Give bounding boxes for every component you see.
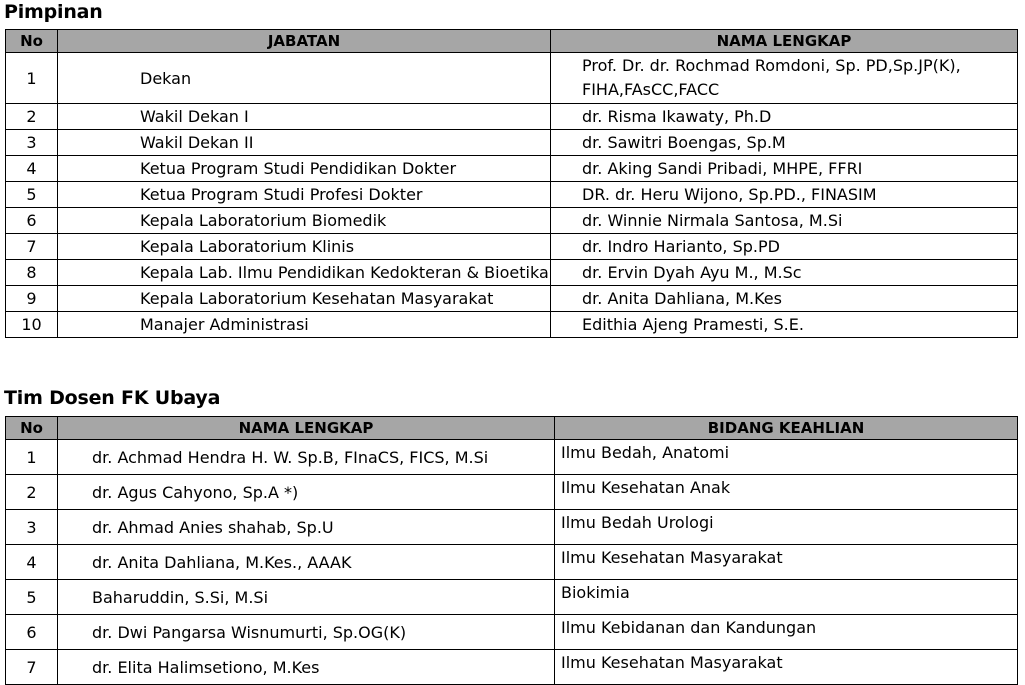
row-number: 1: [6, 440, 58, 475]
col-header-bidang: BIDANG KEAHLIAN: [555, 417, 1018, 440]
bidang-cell: Biokimia: [555, 580, 1018, 615]
table-row: [6, 104, 1018, 130]
nama-cell: DR. dr. Heru Wijono, Sp.PD., FINASIM: [551, 182, 1018, 208]
pimpinan-table: [5, 29, 1018, 338]
jabatan-cell: Wakil Dekan I: [58, 104, 551, 130]
table-row: [6, 208, 1018, 234]
nama-cell: dr. Risma Ikawaty, Ph.D: [551, 104, 1018, 130]
bidang-cell: Ilmu Bedah Urologi: [555, 510, 1018, 545]
nama-cell: dr. Achmad Hendra H. W. Sp.B, FInaCS, FICS, M.Si: [58, 440, 555, 475]
jabatan-cell: Dekan: [58, 53, 551, 104]
table-row: [6, 130, 1018, 156]
jabatan-cell: Kepala Laboratorium Biomedik: [58, 208, 551, 234]
bidang-cell: Ilmu Bedah, Anatomi: [555, 440, 1018, 475]
bidang-cell: Ilmu Kesehatan Masyarakat: [555, 650, 1018, 685]
row-number: 7: [6, 234, 58, 260]
nama-cell: dr. Anita Dahliana, M.Kes., AAAK: [58, 545, 555, 580]
jabatan-cell: Kepala Laboratorium Kesehatan Masyarakat: [58, 286, 551, 312]
jabatan-cell: Kepala Laboratorium Klinis: [58, 234, 551, 260]
pimpinan-header-row: [6, 30, 1018, 53]
nama-cell: dr. Winnie Nirmala Santosa, M.Si: [551, 208, 1018, 234]
col-header-nama: NAMA LENGKAP: [58, 417, 555, 440]
row-number: 5: [6, 580, 58, 615]
nama-cell: Baharuddin, S.Si, M.Si: [58, 580, 555, 615]
col-header-jabatan: JABATAN: [58, 30, 551, 53]
col-header-nama: NAMA LENGKAP: [551, 30, 1018, 53]
tim-dosen-table: [5, 416, 1018, 685]
row-number: 6: [6, 615, 58, 650]
jabatan-cell: Manajer Administrasi: [58, 312, 551, 338]
row-number: 4: [6, 156, 58, 182]
pimpinan-title: Pimpinan: [4, 1, 103, 23]
table-row: [6, 234, 1018, 260]
nama-cell: dr. Anita Dahliana, M.Kes: [551, 286, 1018, 312]
row-number: 2: [6, 104, 58, 130]
jabatan-cell: Ketua Program Studi Profesi Dokter: [58, 182, 551, 208]
table-row: [6, 615, 1018, 650]
jabatan-cell: Ketua Program Studi Pendidikan Dokter: [58, 156, 551, 182]
table-row: [6, 650, 1018, 685]
table-row: [6, 475, 1018, 510]
bidang-cell: Ilmu Kebidanan dan Kandungan: [555, 615, 1018, 650]
nama-cell: dr. Dwi Pangarsa Wisnumurti, Sp.OG(K): [58, 615, 555, 650]
nama-cell: dr. Aking Sandi Pribadi, MHPE, FFRI: [551, 156, 1018, 182]
table-row: [6, 156, 1018, 182]
table-row: [6, 312, 1018, 338]
nama-cell: Prof. Dr. dr. Rochmad Romdoni, Sp. PD,Sp.JP(K), FIHA,FAsCC,FACC: [551, 53, 1018, 104]
table-row: [6, 510, 1018, 545]
table-row: [6, 182, 1018, 208]
row-number: 7: [6, 650, 58, 685]
tim-dosen-title: Tim Dosen FK Ubaya: [4, 387, 221, 409]
row-number: 9: [6, 286, 58, 312]
table-row: [6, 260, 1018, 286]
nama-cell: dr. Ervin Dyah Ayu M., M.Sc: [551, 260, 1018, 286]
col-header-no: No: [6, 417, 58, 440]
nama-cell: dr. Sawitri Boengas, Sp.M: [551, 130, 1018, 156]
col-header-no: No: [6, 30, 58, 53]
row-number: 1: [6, 53, 58, 104]
jabatan-cell: Wakil Dekan II: [58, 130, 551, 156]
row-number: 2: [6, 475, 58, 510]
nama-cell: dr. Indro Harianto, Sp.PD: [551, 234, 1018, 260]
tim-dosen-header-row: [6, 417, 1018, 440]
bidang-cell: Ilmu Kesehatan Anak: [555, 475, 1018, 510]
bidang-cell: Ilmu Kesehatan Masyarakat: [555, 545, 1018, 580]
row-number: 3: [6, 130, 58, 156]
row-number: 6: [6, 208, 58, 234]
nama-cell: Edithia Ajeng Pramesti, S.E.: [551, 312, 1018, 338]
nama-cell: dr. Ahmad Anies shahab, Sp.U: [58, 510, 555, 545]
row-number: 8: [6, 260, 58, 286]
row-number: 5: [6, 182, 58, 208]
nama-cell: dr. Elita Halimsetiono, M.Kes: [58, 650, 555, 685]
row-number: 10: [6, 312, 58, 338]
row-number: 4: [6, 545, 58, 580]
table-row: [6, 545, 1018, 580]
table-row: [6, 580, 1018, 615]
row-number: 3: [6, 510, 58, 545]
table-row: [6, 440, 1018, 475]
jabatan-cell: Kepala Lab. Ilmu Pendidikan Kedokteran & Bioetika: [58, 260, 551, 286]
table-row: [6, 53, 1018, 104]
nama-cell: dr. Agus Cahyono, Sp.A *): [58, 475, 555, 510]
table-row: [6, 286, 1018, 312]
